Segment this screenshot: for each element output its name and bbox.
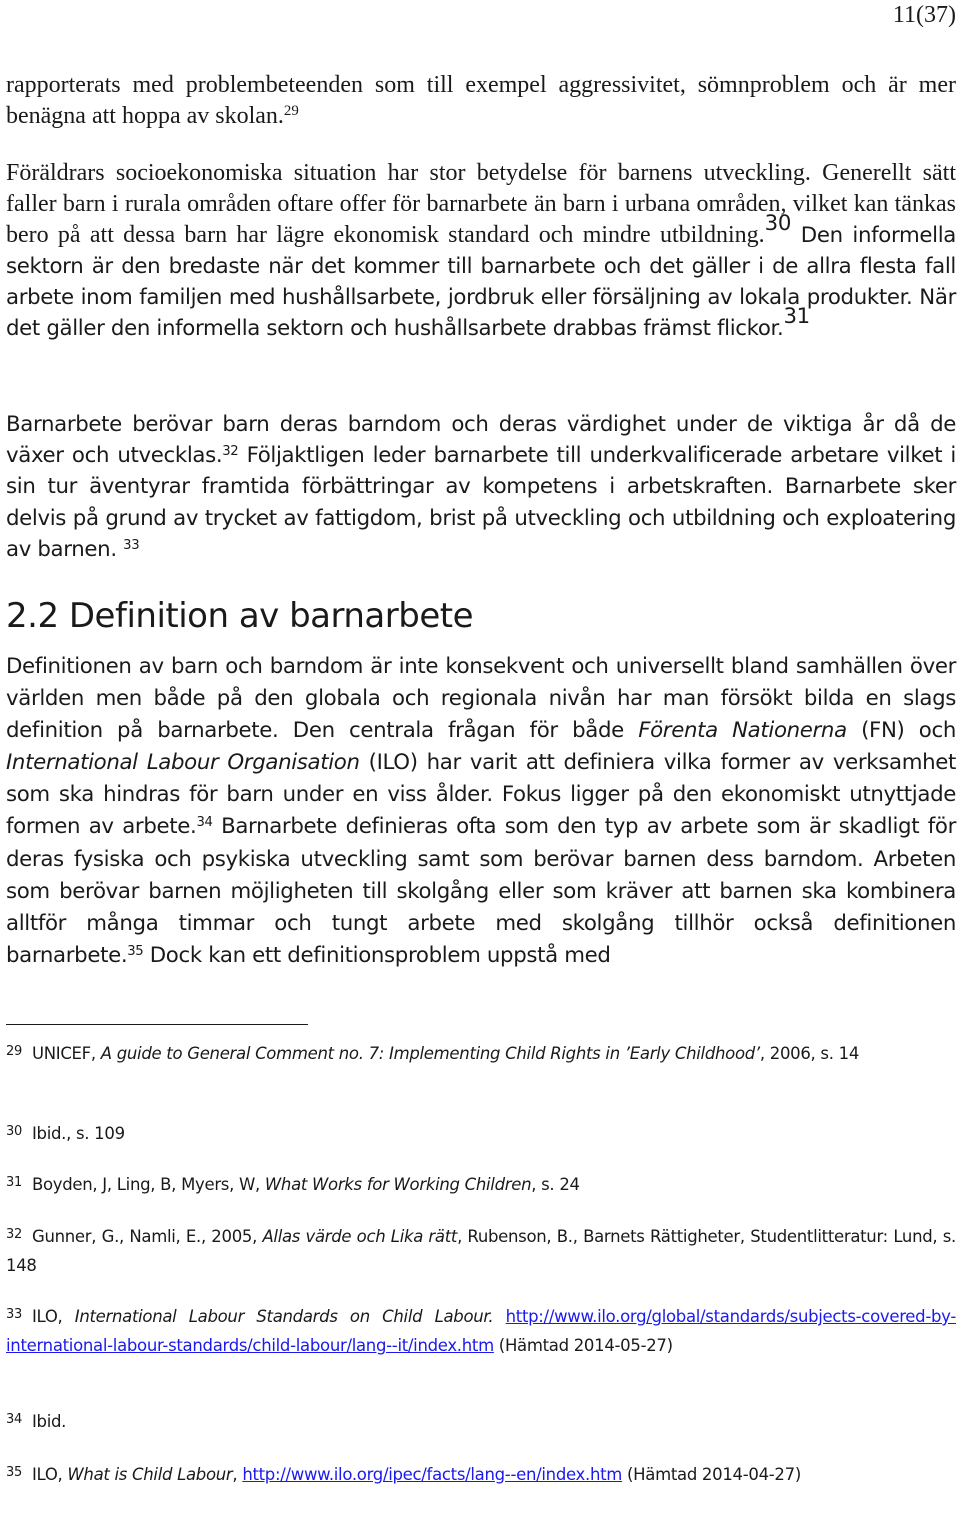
paragraph-4-text-b: (FN) och <box>846 718 956 744</box>
paragraph-1 <box>6 70 956 132</box>
footnote-ref-35[interactable]: 35 <box>127 943 144 959</box>
footnote-33 <box>6 1303 956 1359</box>
footnote-separator <box>6 1024 308 1025</box>
footnote-link[interactable]: http://www.ilo.org/global/standards/subjects-covered-by-international-labour-standards/child-labour/lang--it/index.htm <box>6 1307 956 1355</box>
footnote-number: 30 <box>6 1124 22 1140</box>
footnote-ref-30[interactable]: 30 <box>764 211 792 237</box>
footnote-ref-34[interactable]: 34 <box>196 815 213 831</box>
paragraph-4-text-e: Dock kan ett definitionsproblem uppstå med <box>143 942 611 968</box>
paragraph-4 <box>6 651 956 972</box>
footnote-title: A guide to General Comment no. 7: Implementing Child Rights in ’Early Childhood’ <box>100 1044 760 1063</box>
paragraph-3 <box>6 409 956 565</box>
term-ilo: International Labour Organisation <box>6 750 360 776</box>
footnote-text: UNICEF, <box>31 1044 101 1063</box>
footnote-31 <box>6 1171 956 1200</box>
footnote-text: , Rubenson, B., Barnets Rättigheter, Studentlitteratur: Lund, s. 148 <box>6 1227 956 1275</box>
footnote-ref-29[interactable]: 29 <box>283 102 299 119</box>
footnote-35 <box>6 1461 956 1490</box>
footnote-number: 29 <box>6 1044 22 1060</box>
footnote-text: (Hämtad 2014-05-27) <box>493 1336 673 1355</box>
paragraph-3-text-b: Följaktligen leder barnarbete till underkvalificerade arbetare vilket i sin tur äventyrar framtida förbättringar av kompetens i arbetskraften. Barnarbete sker delvis på grund av trycket av fattigdom, brist på utveckling och utbildning och exploatering av barnen. <box>6 443 956 562</box>
footnote-number: 35 <box>6 1465 22 1481</box>
footnote-number: 34 <box>6 1412 22 1428</box>
footnote-title: Allas värde och Lika rätt <box>262 1227 458 1246</box>
footnote-text: Ibid. <box>31 1412 67 1431</box>
footnote-ref-33[interactable]: 33 <box>123 537 140 553</box>
footnote-text: Boyden, J, Ling, B, Myers, W, <box>31 1175 265 1194</box>
footnote-text: ILO, <box>31 1465 68 1484</box>
footnote-text: , 2006, s. 14 <box>759 1044 860 1063</box>
paragraph-4-text-d: Barnarbete definieras ofta som den typ av arbete som är skadligt för deras fysiska och psykiska utveckling samt som berövar barnen dess barndom. Arbeten som berövar barnen möjligheten till skolgång eller som kräver att barnen ska kombinera alltför många timmar och tungt arbete med skolgång tillhör också definitionen barnarbete. <box>6 814 956 968</box>
footnote-link[interactable]: http://www.ilo.org/ipec/facts/lang--en/index.htm <box>242 1465 623 1484</box>
paragraph-2-text-b: Den informella sektorn är den bredaste när det kommer till barnarbete och det gäller i de allra flesta fall arbete inom familjen med hushållsarbete, jordbruk eller försäljning av lokala produkter. När det gäller den informella sektorn och hushållsarbete drabbas främst flickor. <box>6 223 956 341</box>
section-heading: 2.2 Definition av barnarbete <box>6 596 473 636</box>
footnote-number: 32 <box>6 1227 22 1243</box>
term-fn: Förenta Nationerna <box>638 718 847 744</box>
paragraph-1-text: rapporterats med problembeteenden som till exempel aggressivitet, sömnproblem och är mer benägna att hoppa av skolan. <box>6 72 956 129</box>
footnote-ref-32[interactable]: 32 <box>222 443 239 459</box>
footnote-text: (Hämtad 2014-04-27) <box>622 1465 801 1484</box>
footnote-text: Gunner, G., Namli, E., 2005, <box>31 1227 263 1246</box>
page-number: 11(37) <box>892 2 956 28</box>
footnote-text: , <box>232 1465 243 1484</box>
footnote-text: Ibid., s. 109 <box>31 1124 125 1143</box>
footnote-30 <box>6 1120 956 1149</box>
footnote-title: What is Child Labour <box>67 1465 233 1484</box>
footnote-ref-31[interactable]: 31 <box>783 304 810 330</box>
paragraph-2-text-a: Föräldrars socioekonomiska situation har stor betydelse för barnens utveckling. Generellt sätt faller barn i rurala områden oftare offer för barnarbete än barn i urbana områden, vilket kan tänkas bero på att dessa barn har lägre ekonomisk standard och mindre utbildning. <box>6 160 956 248</box>
paragraph-4-text-a: Definitionen av barn och barndom är inte konsekvent och universellt bland samhällen över världen men både på den globala och regionala nivån har man försökt bilda en slags definition på barnarbete. Den centrala frågan för både <box>6 654 956 744</box>
footnote-title: What Works for Working Children <box>264 1175 532 1194</box>
footnote-text: , s. 24 <box>531 1175 580 1194</box>
footnote-title: International Labour Standards on Child Labour. <box>74 1307 494 1326</box>
footnote-32 <box>6 1223 956 1279</box>
paragraph-2 <box>6 158 956 344</box>
footnote-34 <box>6 1408 956 1437</box>
footnote-29 <box>6 1040 956 1069</box>
footnote-text: ILO, <box>31 1307 75 1326</box>
paragraph-3-text-a: Barnarbete berövar barn deras barndom och deras värdighet under de viktiga år då de växer och utvecklas. <box>6 412 956 469</box>
paragraph-4-text-c: (ILO) har varit att definiera vilka former av verksamhet som ska hindras för barn under en viss ålder. Fokus ligger på den ekonomiskt utnyttjade formen av arbete. <box>6 750 956 840</box>
footnote-number: 33 <box>6 1307 22 1323</box>
footnote-number: 31 <box>6 1175 22 1191</box>
